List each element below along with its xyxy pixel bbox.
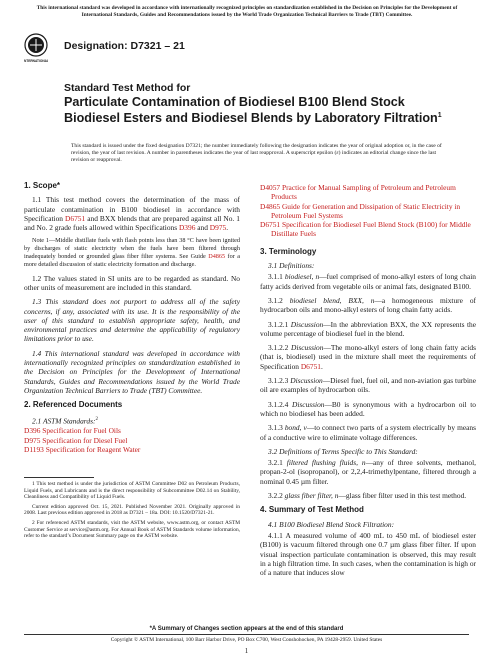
summary-paragraph-4-1-1: 4.1.1 A measured volume of 400 mL to 450 mL of biodiesel ester (B100) is vacuum filtered through one 0.7 µm glass fiber filter. If upon visual inspection particulate contamination is observed, this may result in a high filtration time. In such cases, when the contamination is high or of a nature that induces slow bbox=[260, 530, 476, 578]
definition-glass-fiber-filter: 3.2.2 glass fiber filter, n—glass fiber filter used in this test method. bbox=[268, 491, 467, 501]
definition-bond: 3.1.3 bond, v—to connect two parts of a system electrically by means of a conductive wire to eliminate voltage differences. bbox=[260, 423, 476, 442]
footnotes bbox=[24, 481, 240, 543]
summary-of-test-method-heading: 4. Summary of Test Method bbox=[260, 505, 364, 515]
footnote-1: 1 This test method is under the jurisdiction of ASTM Committee D02 on Petroleum Products, Liquid Fuels, and Lubricants and is the direct responsibility of Subcommittee D02.14 on Stability, Cleanliness and Compatibility of Liquid Fuels. bbox=[24, 481, 240, 501]
referenced-doc-item[interactable]: D1193 Specification for Reagent Water bbox=[24, 444, 141, 454]
page-number: 1 bbox=[244, 647, 249, 655]
ref-link-d396[interactable]: D396 bbox=[178, 223, 196, 233]
ref-link-d975[interactable]: D975 bbox=[209, 223, 227, 233]
definition-filtered-flushing-fluids: 3.2.1 filtered flushing fluids, n—any of three solvents, methanol, propan-2-ol (isopropanol), or 2,2,4-trimethylpentane, filtered through a nominal 0.45 µm filter. bbox=[260, 458, 476, 486]
scope-heading: 1. Scope* bbox=[24, 181, 61, 190]
definition-biodiesel: 3.1.1 biodiesel, n—fuel comprised of mono-alkyl esters of long chain fatty acids derived from vegetable oils or animal fats, designated B100. bbox=[260, 272, 476, 291]
referenced-doc-item[interactable]: D975 Specification for Diesel Fuel bbox=[24, 435, 128, 445]
astm-standards-subheading: 2.1 ASTM Standards:$^2$ bbox=[32, 416, 98, 425]
title-footnote-marker: 1 bbox=[437, 112, 442, 120]
logo-text: INTERNATIONAL bbox=[24, 59, 48, 63]
b100-filtration-subheading: 4.1 B100 Biodiesel Blend Stock Filtration: bbox=[268, 519, 395, 529]
note-1: Note 1—Middle distillate fuels with flash points less than 38 °C have been ignited by discharges of static electricity when the fuels have been filtered through inadequately bonded or grounded glass fiber filter systems. See Guide D4865 for a more detailed discussion of static electricity formation and discharge. bbox=[24, 237, 240, 268]
copyright-notice: Copyright © ASTM International, 100 Barr Harbor Drive, PO Box C700, West Conshohocken, PA 19428-2959. United States bbox=[110, 637, 383, 643]
bottom-divider bbox=[24, 634, 469, 635]
referenced-doc-item[interactable]: D6751 Specification for Biodiesel Fuel Blend Stock (B100) for Middle Distillate Fuels bbox=[260, 220, 471, 239]
footnote-2: 2 For referenced ASTM standards, visit the ASTM website, www.astm.org, or contact ASTM Customer Service at service@astm.org. For Annual Book of ASTM Standards volume information, refer to the standard’s Document Summary page on the ASTM website. bbox=[24, 519, 240, 540]
standard-title bbox=[64, 82, 464, 126]
ref-link-d6751[interactable]: D6751 bbox=[65, 213, 86, 223]
ref-link-d6751[interactable]: D6751 bbox=[300, 361, 321, 371]
referenced-documents-heading: 2. Referenced Documents bbox=[24, 400, 123, 410]
scope-paragraph-1: 1.1 This test method covers the determination of the mass of particulate contamination in B100 biodiesel in accordance with Specification D6751 and BXX blends that are prepared against all No. 1 and No. 2 grade fuels allowed within Specifications D396 and D975. bbox=[24, 195, 241, 233]
astm-international-logo-icon bbox=[24, 33, 48, 63]
referenced-doc-item[interactable]: D4865 Guide for Generation and Dissipation of Static Electricity in Petroleum Fuel Systems bbox=[260, 201, 461, 220]
top-notice: This international standard was developed in accordance with internationally recognized principles on standardization established in the Decision on Principles for the Development of International Standards, Guides and Recommendations issued by the World Trade Organization Technical Barriers to Trade (TBT) Committee. bbox=[36, 5, 458, 18]
definitions-subheading: 3.1 Definitions: bbox=[268, 261, 315, 271]
title-main-text: Particulate Contamination of Biodiesel B100 Blend Stock Biodiesel Esters and Biodiesel Blends by Laboratory Filtration bbox=[64, 94, 438, 126]
terminology-heading: 3. Terminology bbox=[260, 246, 317, 256]
referenced-doc-item[interactable]: D396 Specification for Fuel Oils bbox=[24, 426, 121, 436]
right-column bbox=[260, 183, 476, 582]
ref-link-d4865[interactable]: D4865 bbox=[208, 253, 226, 261]
footnote-1-edition: Current edition approved Oct. 15, 2021. Published November 2021. Originally approved in 2008. Last previous edition approved in 2018 as D7321 – 18a. DOI: 10.1520/D7321-21. bbox=[24, 503, 240, 517]
referenced-doc-item[interactable]: D4057 Practice for Manual Sampling of Petroleum and Petroleum Products bbox=[260, 183, 456, 202]
discussion-3-1-2-3: 3.1.2.3 Discussion—Diesel fuel, fuel oil, and non-aviation gas turbine oil are examples of hydrocarbon oils. bbox=[260, 376, 476, 395]
discussion-3-1-2-2: 3.1.2.2 Discussion—The mono-alkyl esters of long chain fatty acids (that is, biodiesel) used in the mixture shall meet the requirements of Specification D6751. bbox=[260, 343, 476, 371]
summary-of-changes-note: *A Summary of Changes section appears at the end of this standard bbox=[149, 626, 344, 632]
designation: Designation: D7321 – 21 bbox=[64, 40, 185, 52]
scope-paragraph-3: 1.3 This standard does not purport to address all of the safety concerns, if any, associated with its use. It is the responsibility of the user of this standard to establish appropriate safety, health, and environmental practices and determine the applicability of regulatory limitations prior to use. bbox=[24, 297, 240, 344]
left-column bbox=[24, 178, 240, 454]
scope-paragraph-2: 1.2 The values stated in SI units are to be regarded as standard. No other units of measurement are included in this standard. bbox=[24, 273, 240, 292]
title-prefix: Standard Test Method for bbox=[64, 82, 191, 94]
title-main bbox=[64, 95, 464, 127]
standard-issue-note: This standard is issued under the fixed designation D7321; the number immediately following the designation indicates the year of original adoption or, in the case of revision, the year of last revision. A number in parentheses indicates the year of last reapproval. A superscript epsilon (ε) indicates an editorial change since the last revision or reapproval. bbox=[71, 143, 442, 163]
discussion-3-1-2-1: 3.1.2.1 Discussion—In the abbreviation BXX, the XX represents the volume percentage of biodiesel fuel in the blend. bbox=[260, 319, 477, 338]
scope-paragraph-4: 1.4 This international standard was developed in accordance with internationally recognized principles on standardization established in the Decision on Principles for the Development of International Standards, Guides and Recommendations issued by the World Trade Organization Technical Barriers to Trade (TBT) Committee. bbox=[24, 348, 240, 395]
discussion-3-1-2-4: 3.1.2.4 Discussion—B0 is synonymous with a hydrocarbon oil to which no biodiesel has been added. bbox=[260, 399, 476, 418]
definition-biodiesel-blend: 3.1.2 biodiesel blend, BXX, n—a homogeneous mixture of hydrocarbon oils and mono-alkyl esters of long chain fatty acids. bbox=[260, 295, 476, 315]
specific-terms-subheading: 3.2 Definitions of Terms Specific to This Standard: bbox=[268, 446, 418, 456]
footnote-divider bbox=[24, 477, 94, 478]
